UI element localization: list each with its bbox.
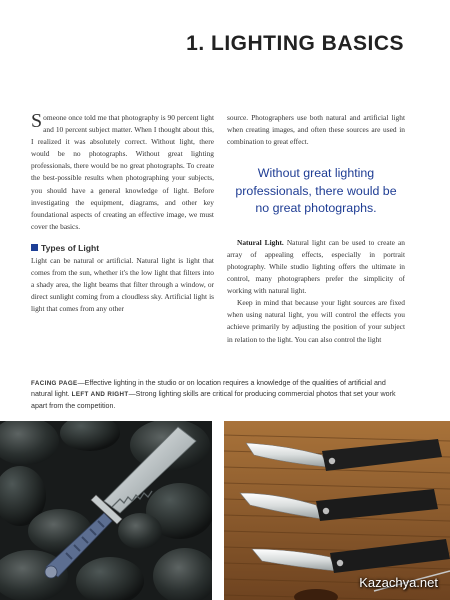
intro-paragraph [31,112,214,233]
caption-text-1: —Effective lighting in the studio or on location requires a knowledge of the qualities of artificial and natural light. [31,379,386,399]
drop-cap: S [31,110,43,132]
section-heading-label: Types of Light [41,242,100,253]
caption-label-left-right: LEFT AND RIGHT [71,391,129,399]
right-text-column [227,112,405,346]
caption-text-2: —Strong lighting skills are critical for producing commercial photos that set your work apart from the competition. [31,390,396,410]
pull-quote: Without great lighting professionals, there would be no great photographs. [235,166,397,216]
left-text-column [31,112,214,316]
photo-caption [31,378,407,412]
natural-light-text: Natural light can be used to create an array of appealing effects, especially in portrait photography. While studio lighting offers the ultimate in control, many photographers prefer the simplicity of working with natural light. [227,237,405,296]
natural-light-paragraph [227,237,405,297]
caption-label-facing-page: FACING PAGE [31,380,78,387]
photo-three-knives [224,421,450,600]
stones-knife-illustration [0,421,212,600]
folding-knives-illustration [224,421,450,600]
intro-text: omeone once told me that photography is 90 percent light and 10 percent subject matter. When I thought about this, I realized it was absolutely correct. Without light, there would be no photographs. Without great lighting professionals, there would be no great photographs. To create the best-possible results when photographing your subjects, you should have a general knowledge of light. Before investigating the equipment, diagrams, and other key foundational aspects of creating an effective image, we must cover the basics. [31,113,214,231]
photo-knife-on-stones [0,421,212,600]
square-bullet-icon [31,244,38,251]
types-paragraph: Light can be natural or artificial. Natural light is light that comes from the sun, whether it's the low light that filters into a shady area, the light beams that filter through a window, or direct sunlight coming from a cloudless sky. Artificial light is light that comes from any other [31,256,214,314]
watermark-text: Kazachya.net [359,575,438,590]
section-heading [31,242,214,254]
continuation-paragraph: source. Photographers use both natural and artificial light when creating images, and often these sources are used in combination to great effect. [227,113,405,147]
chapter-title: 1. LIGHTING BASICS [186,32,404,55]
paragraph-three: Keep in mind that because your light sources are fixed when using natural light, you will control the effects you achieve primarily by adjusting the position of your subject in relation to the light. You can also control the light [227,298,405,344]
natural-light-heading: Natural Light. [237,237,284,247]
